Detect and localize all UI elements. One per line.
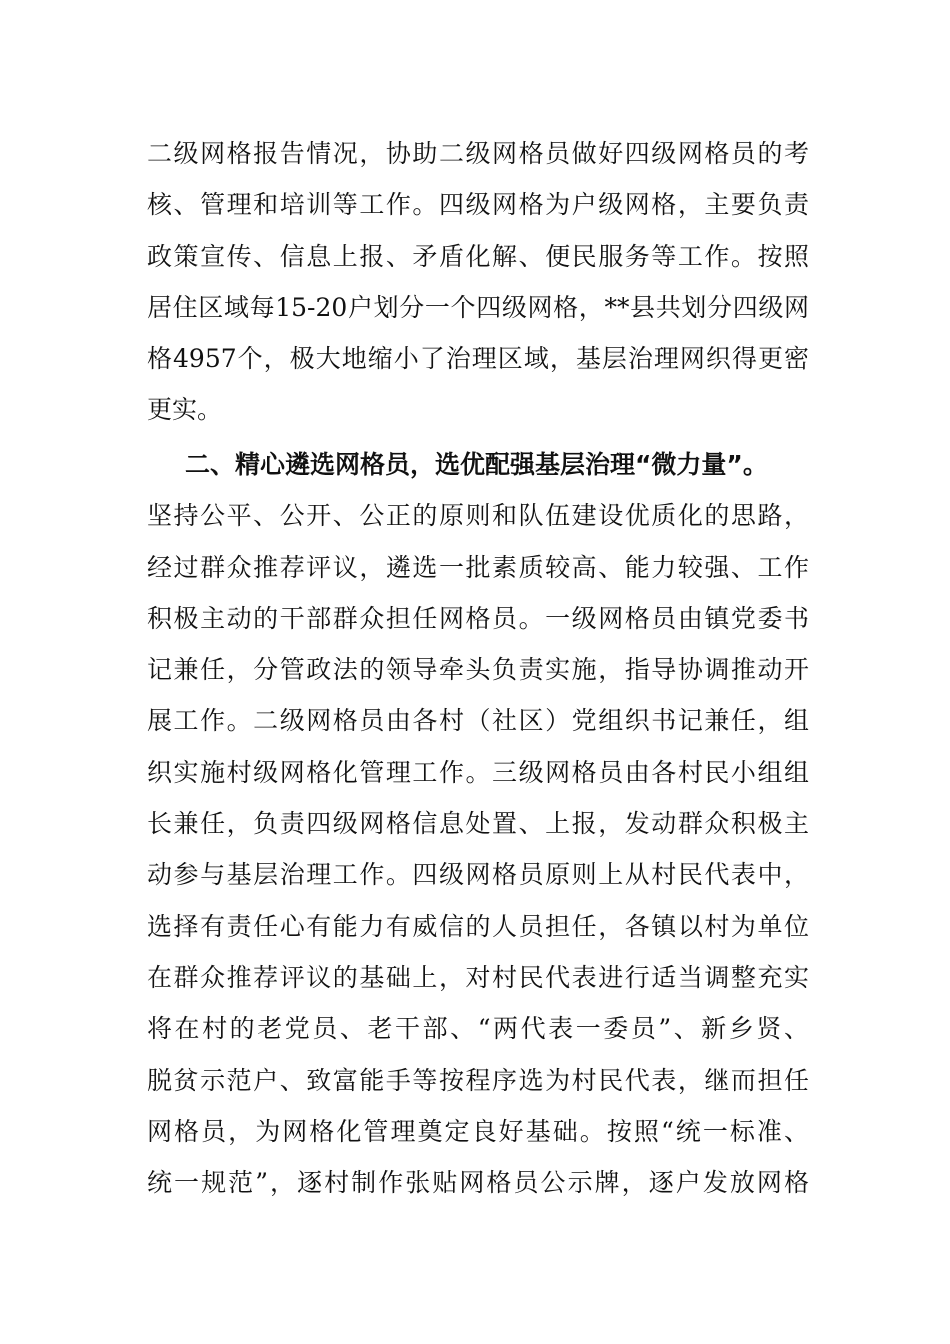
text-line: 政策宣传、信息上报、矛盾化解、便民服务等工作。按照	[147, 241, 809, 271]
text-line: 网格员，为网格化管理奠定良好基础。按照“统一标准、	[147, 1116, 809, 1146]
text-line: 脱贫示范户、致富能手等按程序选为村民代表，继而担任	[147, 1065, 809, 1095]
text-line: 居住区域每15-20户划分一个四级网格，**县共划分四级网	[147, 292, 809, 322]
text-line: 格4957个，极大地缩小了治理区域，基层治理网织得更密	[147, 344, 809, 374]
text-line: 更实。	[147, 395, 223, 425]
text-line: 统一规范”，逐村制作张贴网格员公示牌，逐户发放网格	[147, 1168, 809, 1198]
text-line: 展工作。二级网格员由各村（社区）党组织书记兼任，组	[147, 706, 809, 736]
section-heading-text: 二、精心遴选网格员，选优配强基层治理“微力量”。	[185, 450, 768, 479]
section-heading	[147, 439, 809, 490]
text-line: 动参与基层治理工作。四级网格员原则上从村民代表中，	[147, 860, 809, 890]
text-line: 积极主动的干部群众担任网格员。一级网格员由镇党委书	[147, 603, 809, 633]
text-line: 二级网格报告情况，协助二级网格员做好四级网格员的考	[147, 139, 809, 168]
text-line: 选择有责任心有能力有威信的人员担任，各镇以村为单位	[147, 911, 809, 941]
text-line: 将在村的老党员、老干部、“两代表一委员”、新乡贤、	[147, 1014, 809, 1044]
text-line: 长兼任，负责四级网格信息处置、上报，发动群众积极主	[147, 809, 809, 839]
text-line: 核、管理和培训等工作。四级网格为户级网格，主要负责	[147, 190, 809, 220]
text-line: 经过群众推荐评议，遴选一批素质较高、能力较强、工作	[147, 552, 809, 582]
text-line: 记兼任，分管政法的领导牵头负责实施，指导协调推动开	[147, 655, 809, 685]
text-line: 坚持公平、公开、公正的原则和队伍建设优质化的思路，	[147, 501, 809, 531]
text-line: 织实施村级网格化管理工作。三级网格员由各村民小组组	[147, 757, 809, 787]
text-line: 在群众推荐评议的基础上，对村民代表进行适当调整充实	[147, 962, 809, 992]
paragraph-grid-structure	[147, 128, 809, 436]
paragraph-grid-members	[147, 439, 809, 1208]
